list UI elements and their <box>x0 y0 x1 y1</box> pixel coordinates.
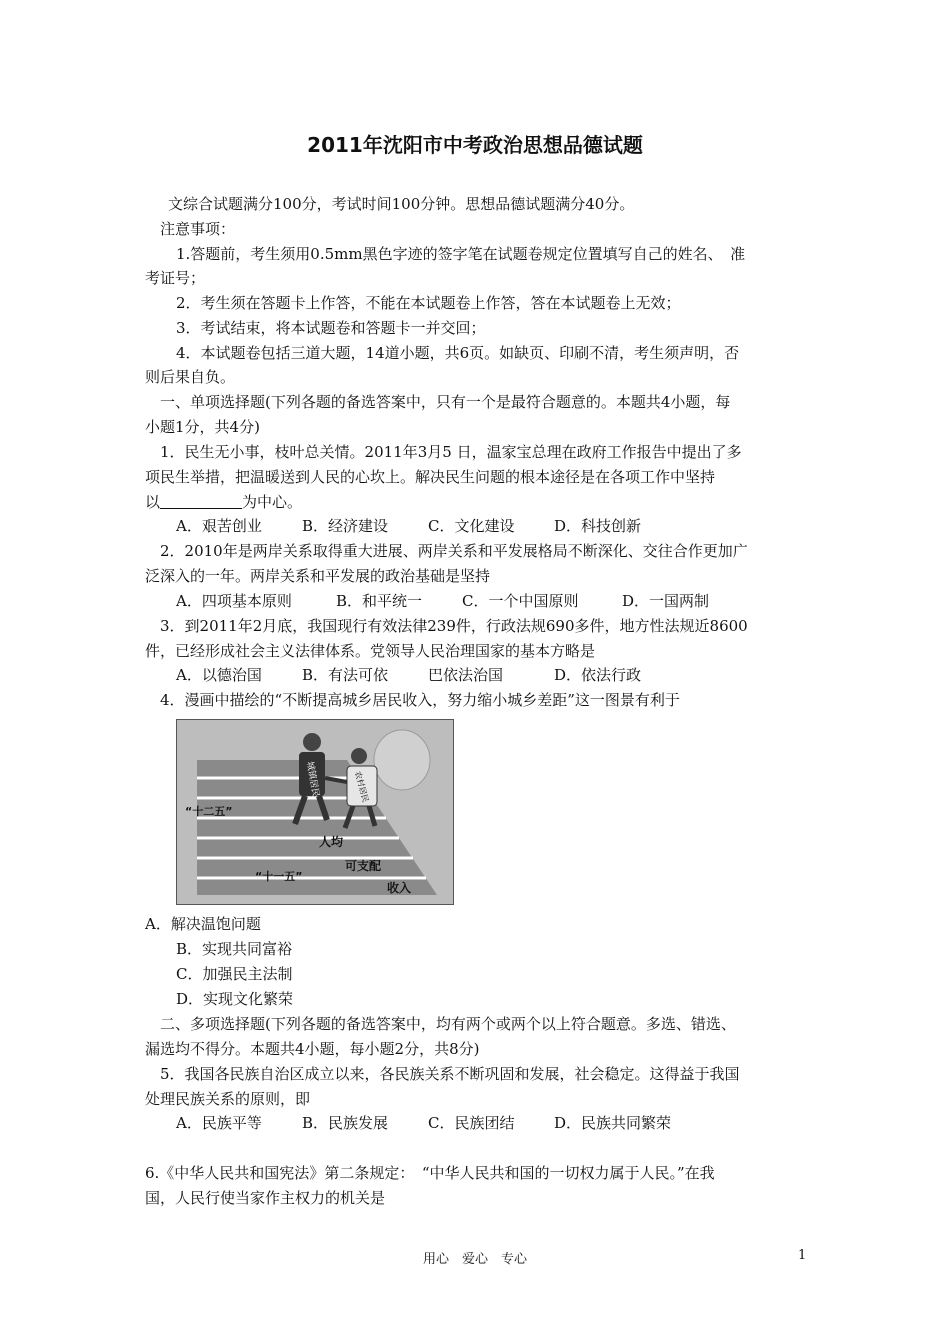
notice-heading: 注意事项： <box>160 220 236 238</box>
q1-post: 为中心。 <box>242 493 303 511</box>
section2-heading: 二、多项选择题(下列各题的备选答案中，均有两个或两个以上符合题意。多选、错选、 <box>160 1015 736 1033</box>
cartoon-label-step3: 收入 <box>387 881 412 895</box>
notice-item-4-cont: 则后果自负。 <box>145 368 236 386</box>
notice-item-2: 2．考生须在答题卡上作答，不能在本试题卷上作答，答在本试题卷上无效； <box>176 294 681 312</box>
section2-heading-cont: 漏选均不得分。本题共4小题，每小题2分，共8分) <box>145 1040 480 1058</box>
q2-options <box>176 591 709 611</box>
option: A．民族平等 <box>176 1114 262 1132</box>
cartoon-label-step1: 人均 <box>319 835 344 849</box>
q6-stem-cont: 国，人民行使当家作主权力的机关是 <box>145 1189 386 1207</box>
q2-stem-cont: 泛深入的一年。两岸关系和平发展的政治基础是坚持 <box>145 567 491 585</box>
option: B．民族发展 <box>302 1114 389 1132</box>
notice-item-3: 3．考试结束，将本试题卷和答题卡一并交回； <box>176 319 486 337</box>
notice-item-1-cont: 考证号； <box>145 269 206 287</box>
option: A．以德治国 <box>176 666 262 684</box>
section1-heading-cont: 小题1分，共4分) <box>145 418 260 436</box>
section1-heading: 一、单项选择题(下列各题的备选答案中，只有一个是最符合题意的。本题共4小题，每 <box>160 393 731 411</box>
q5-stem-cont: 处理民族关系的原则，即 <box>145 1090 311 1108</box>
q6-stem: 6.《中华人民共和国宪法》第二条规定： “中华人民共和国的一切权力属于人民。”在我 <box>145 1164 715 1182</box>
cartoon-label-city: 城镇居民 <box>304 760 321 798</box>
q1-options <box>176 516 641 536</box>
cartoon-label-plan12: “十二五” <box>185 805 233 818</box>
option: B．经济建设 <box>302 517 389 535</box>
option: B．和平统一 <box>336 592 423 610</box>
intro-text: 文综合试题满分100分，考试时间100分钟。思想品德试题满分40分。 <box>168 195 635 213</box>
q1-stem: 1．民生无小事，枝叶总关情。2011年3月5 日，温家宝总理在政府工作报告中提出了多 <box>160 443 742 461</box>
q5-stem: 5．我国各民族自治区成立以来，各民族关系不断巩固和发展，社会稳定。这得益于我国 <box>160 1065 740 1083</box>
option: C．民族团结 <box>428 1114 515 1132</box>
option: D．依法行政 <box>554 666 642 684</box>
q1-pre: 以 <box>145 493 161 511</box>
notice-item-4: 4．本试题卷包括三道大题，14道小题，共6页。如缺页、印刷不清，考生须声明，否 <box>176 344 740 362</box>
q4-option-b: B．实现共同富裕 <box>176 940 293 958</box>
cartoon-label-rural: 农村居民 <box>353 770 371 804</box>
answer-blank <box>160 494 242 509</box>
cartoon-image <box>176 719 454 905</box>
page-number: 1 <box>798 1248 807 1263</box>
q4-stem: 4．漫画中描绘的“不断提高城乡居民收入，努力缩小城乡差距”这一图景有利于 <box>160 691 680 709</box>
q5-options <box>176 1113 671 1133</box>
q4-option-a: A．解决温饱问题 <box>145 915 261 933</box>
notice-item-1: 1.答题前，考生须用0.5mm黑色字迹的签字笔在试题卷规定位置填写自己的姓名、 准 <box>176 245 746 263</box>
option: D．一国两制 <box>622 592 710 610</box>
option: A．艰苦创业 <box>176 517 262 535</box>
q1-stem-cont: 项民生举措，把温暖送到人民的心坎上。解决民生问题的根本途径是在各项工作中坚持 <box>145 468 716 486</box>
q4-option-d: D．实现文化繁荣 <box>176 990 294 1008</box>
page-title: 2011年沈阳市中考政治思想品德试题 <box>307 133 643 157</box>
q3-stem-cont: 件，已经形成社会主义法律体系。党领导人民治理国家的基本方略是 <box>145 642 596 660</box>
option: B．有法可依 <box>302 666 389 684</box>
option: C．一个中国原则 <box>462 592 579 610</box>
option: D．科技创新 <box>554 517 642 535</box>
q2-stem: 2．2010年是两岸关系取得重大进展、两岸关系和平发展格局不断深化、交往合作更加广 <box>160 542 748 560</box>
cartoon-label-step2: 可支配 <box>345 859 382 873</box>
cartoon-label-plan11: “十一五” <box>255 870 303 883</box>
q4-option-c: C．加强民主法制 <box>176 965 293 983</box>
footer-motto: 用心 爱心 专心 <box>422 1252 527 1267</box>
option: A．四项基本原则 <box>176 592 292 610</box>
q1-stem-blank-line <box>145 492 302 512</box>
option: 巴依法治国 <box>428 666 504 684</box>
q3-stem: 3．到2011年2月底，我国现行有效法律239件，行政法规690多件，地方性法规近8600 <box>160 617 748 635</box>
option: C．文化建设 <box>428 517 515 535</box>
q3-options <box>176 665 641 685</box>
option: D．民族共同繁荣 <box>554 1114 672 1132</box>
